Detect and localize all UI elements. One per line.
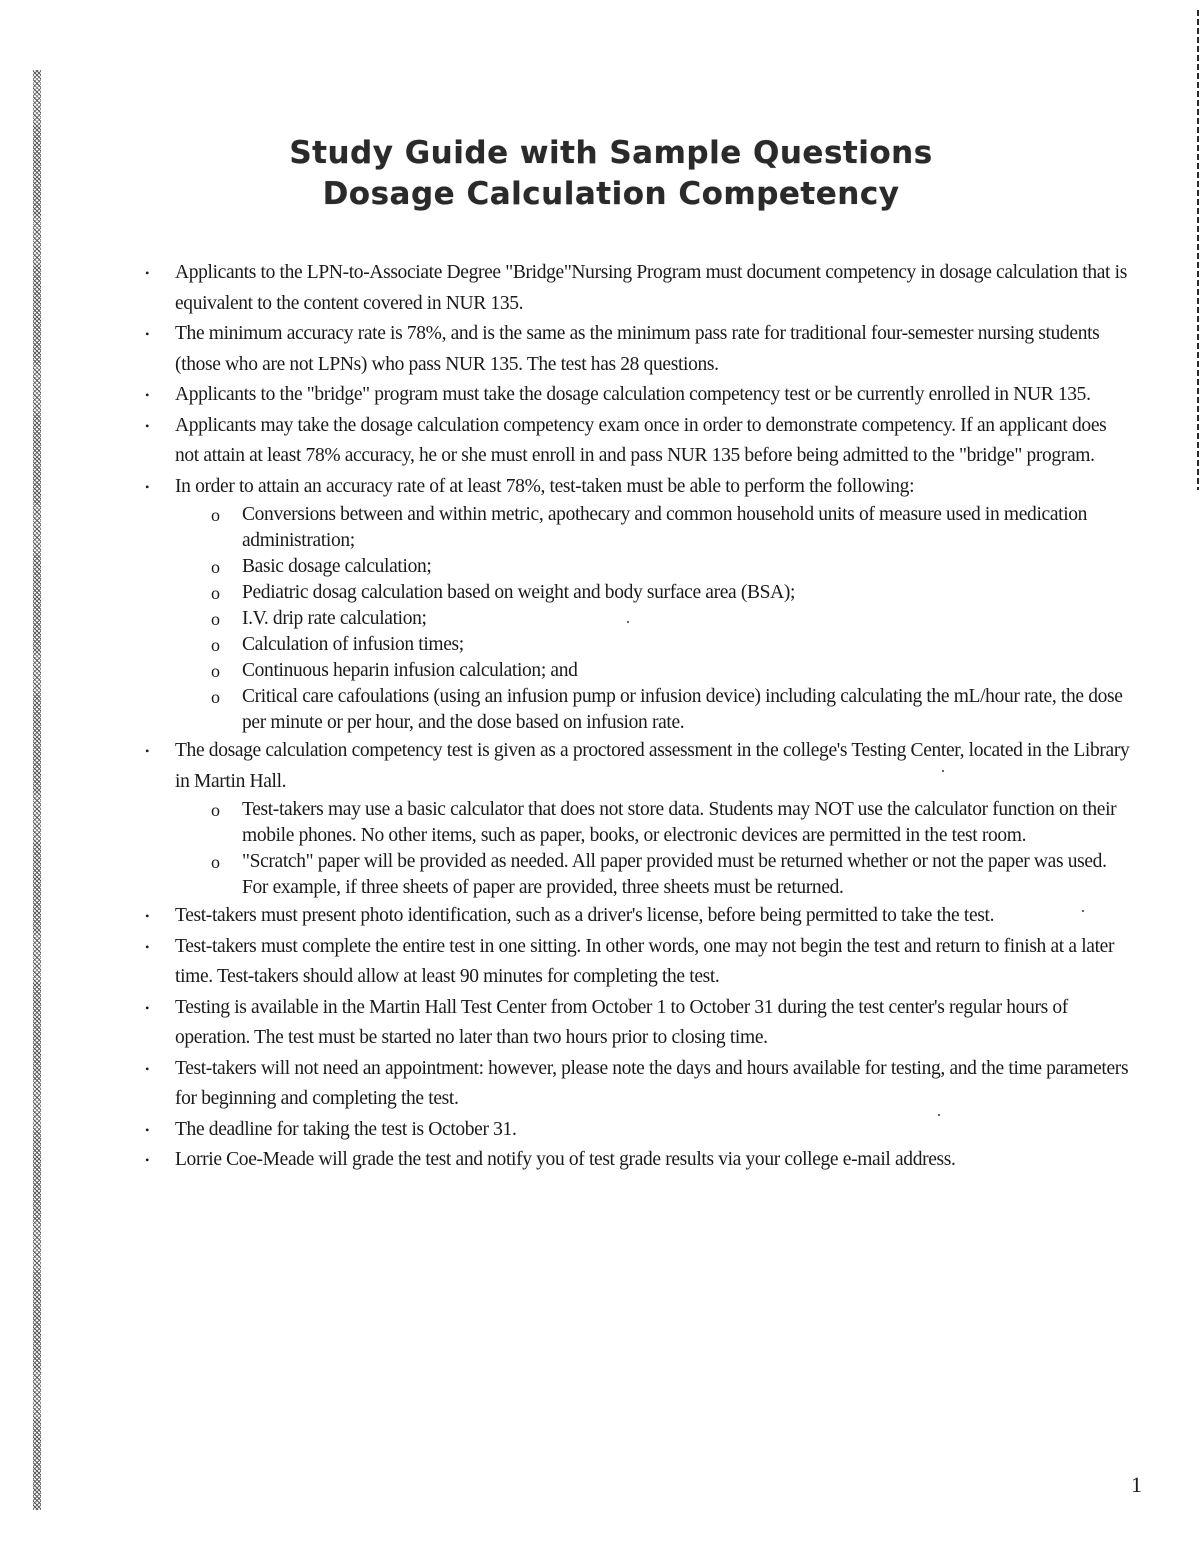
list-item <box>140 380 1130 411</box>
sub-list-item <box>211 658 1130 684</box>
sub-list-item <box>211 580 1130 606</box>
hollow-bullet-icon: o <box>211 505 220 525</box>
sub-list-item <box>211 554 1130 580</box>
list-item <box>140 319 1130 380</box>
bullet-icon: • <box>145 327 149 341</box>
hollow-bullet-icon: o <box>211 557 220 577</box>
list-item-testing-center <box>140 736 1130 901</box>
bullet-icon: • <box>145 744 149 758</box>
testing-rules-sublist <box>175 797 1130 901</box>
sub-list-item-text: Calculation of infusion times; <box>242 634 464 655</box>
sub-list-item-text: Basic dosage calculation; <box>242 556 432 577</box>
list-item-text: Testing is available in the Martin Hall Test Center from October 1 to October 31 during the test center's regular hours of operation. The test must be started no later than two hours prior to closing time. <box>175 996 1068 1048</box>
list-item <box>140 1054 1130 1115</box>
document-title <box>0 133 1200 215</box>
hollow-bullet-icon: o <box>211 852 220 872</box>
hollow-bullet-icon: o <box>211 609 220 629</box>
bullet-icon: • <box>145 479 149 494</box>
bullet-icon: • <box>145 266 149 280</box>
sub-list-item-text: Conversions between and within metric, apothecary and common household units of measure used in medication administration; <box>242 504 1088 551</box>
list-item-text: The dosage calculation competency test is given as a proctored assessment in the college's Testing Center, located in the Library in Martin Hall. <box>175 740 1130 792</box>
bullet-icon: • <box>145 1061 149 1076</box>
sub-list-item <box>211 684 1130 736</box>
list-item-skills <box>140 472 1130 737</box>
list-item-text: The minimum accuracy rate is 78%, and is the same as the minimum pass rate for traditional four-semester nursing students (those who are not LPNs) who pass NUR 135. The test has 28 questions. <box>175 323 1100 375</box>
sub-list-item-text: Continuous heparin infusion calculation; and <box>242 660 578 681</box>
list-item-text: Applicants may take the dosage calculation competency exam once in order to demonstrate competency. If an applicant does not attain at least 78% accuracy, he or she must enroll in and pass NUR 135 before being admitted to the "bridge" program. <box>175 414 1107 466</box>
bullet-icon: • <box>145 1122 149 1137</box>
document-body <box>140 258 1130 1176</box>
list-item-text: Lorrie Coe-Meade will grade the test and notify you of test grade results via your college e-mail address. <box>175 1149 956 1170</box>
bullet-icon: • <box>145 909 149 923</box>
bullet-icon: • <box>145 939 149 954</box>
sub-list-item <box>211 632 1130 658</box>
title-line-2: Dosage Calculation Competency <box>322 176 900 212</box>
page-number: 1 <box>1131 1472 1142 1497</box>
sub-list-item-text: Pediatric dosag calculation based on weight and body surface area (BSA); <box>242 582 796 603</box>
sub-list-item <box>211 502 1130 554</box>
skills-sublist <box>175 502 1130 736</box>
hollow-bullet-icon: o <box>211 687 220 707</box>
list-item <box>140 1115 1130 1146</box>
hollow-bullet-icon: o <box>211 661 220 681</box>
sub-list-item-text: I.V. drip rate calculation; <box>242 608 427 629</box>
list-item-text: Applicants to the "bridge" program must take the dosage calculation competency test or be currently enrolled in NUR 135. <box>175 384 1091 405</box>
sub-list-item <box>211 797 1130 849</box>
list-item <box>140 993 1130 1054</box>
list-item-text: Test-takers must complete the entire test in one sitting. In other words, one may not begin the test and return to finish at a later time. Test-takers should allow at least 90 minutes for completing the test. <box>175 935 1115 987</box>
list-item <box>140 901 1130 932</box>
list-item-text: The deadline for taking the test is October 31. <box>175 1118 517 1140</box>
list-item-text: Test-takers must present photo identification, such as a driver's license, before being permitted to take the test. <box>175 905 995 926</box>
list-item <box>140 411 1130 472</box>
requirements-list <box>140 258 1130 1176</box>
scan-artifact-left-edge <box>33 70 41 1510</box>
bullet-icon: • <box>145 1153 149 1167</box>
title-line-1: Study Guide with Sample Questions <box>289 135 933 171</box>
list-item <box>140 932 1130 993</box>
list-item-text: In order to attain an accuracy rate of at least 78%, test-taken must be able to perform the following: <box>175 475 915 497</box>
list-item <box>140 258 1130 319</box>
list-item-text: Applicants to the LPN-to-Associate Degree "Bridge"Nursing Program must document competency in dosage calculation that is equivalent to the content covered in NUR 135. <box>175 262 1127 314</box>
bullet-icon: • <box>145 418 149 433</box>
sub-list-item-text: "Scratch" paper will be provided as needed. All paper provided must be returned whether or not the paper was used. For example, if three sheets of paper are provided, three sheets must be returned. <box>242 851 1107 898</box>
sub-list-item <box>211 849 1130 901</box>
hollow-bullet-icon: o <box>211 635 220 655</box>
sub-list-item <box>211 606 1130 632</box>
list-item <box>140 1145 1130 1176</box>
sub-list-item-text: Test-takers may use a basic calculator that does not store data. Students may NOT use the calculator function on their mobile phones. No other items, such as paper, books, or electronic devices are permitted in the test room. <box>242 799 1117 846</box>
sub-list-item-text: Critical care cafoulations (using an infusion pump or infusion device) including calculating the mL/hour rate, the dose per minute or per hour, and the dose based on infusion rate. <box>242 686 1123 733</box>
list-item-text: Test-takers will not need an appointment: however, please note the days and hours available for testing, and the time parameters for beginning and completing the test. <box>175 1057 1129 1109</box>
bullet-icon: • <box>145 388 149 402</box>
hollow-bullet-icon: o <box>211 583 220 603</box>
bullet-icon: • <box>145 1000 149 1015</box>
scan-artifact-right-edge <box>1197 10 1199 490</box>
hollow-bullet-icon: o <box>211 800 220 820</box>
